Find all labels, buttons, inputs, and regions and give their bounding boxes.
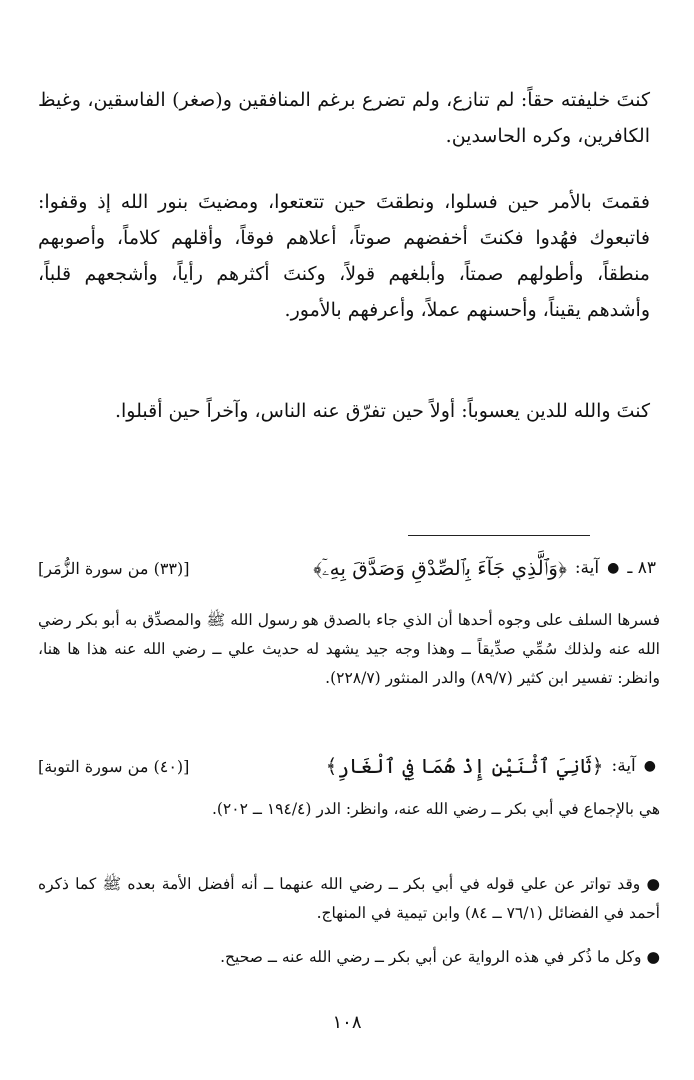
footnote-note-4: ● وكل ما ذُكر في هذه الرواية عن أبي بكر ــ رضي الله عنه ــ صحيح.: [220, 948, 660, 966]
page-number: ١٠٨: [332, 1012, 362, 1033]
footnote-note-2: هي بالإجماع في أبي بكر ــ رضي الله عنه، وانظر: الدر (١٩٤/٤ ــ ٢٠٢).: [211, 800, 660, 818]
paragraph-1: كنتَ خليفته حقاً: لم تنازع، ولم تضرع برغم المنافقين و(صغر) الفاسقين، وغيظ الكافرين، وكره الحاسدين.: [38, 89, 650, 147]
verse-2-left-group: [326, 754, 656, 778]
footnote-note-3: ● وقد تواتر عن علي قوله في أبي بكر ــ رضي الله عنهما ــ أنه أفضل الأمة بعده ﷺ كما ذكره أحمد في الفضائل (٧٦/١ ــ ٨٤) وابن تيمية في المنهاج.: [38, 875, 660, 922]
bullet-icon: ●: [607, 560, 620, 576]
surah-reference-2: [(٤٠) من سورة التوبة]: [38, 756, 190, 776]
footnote-note-1: فسرها السلف على وجوه أحدها أن الذي جاء بالصدق هو رسول الله ﷺ والمصدِّق به أبو بكر رضي الله عنه ولذلك سُمِّي صدِّيقاً ــ وهذا وجه جيد يشهد له حديث علي ــ رضي الله عنه هذا ها هنا، وانظر: تفسير ابن كثير (٨٩/٧) والدر المنثور (٢٢٨/٧).: [38, 611, 660, 687]
surah-reference-1: [(٣٣) من سورة الزُّمَر]: [38, 558, 190, 578]
quran-verse-2: ﴿ثَانِيَ ٱثْنَيْنِ إِذْ هُمَا فِي ٱلْغَارِ﴾: [325, 754, 604, 778]
footnote-number: ٨٣ ـ: [627, 558, 656, 578]
verse-1-left-group: [313, 556, 656, 580]
footnote-verse-line-1: [38, 556, 656, 580]
footnote-verse-line-2: [38, 754, 656, 778]
bullet-icon: ●: [643, 758, 656, 774]
paragraph-3: كنتَ والله للدين يعسوباً: أولاً حين تفرّق عنه الناس، وآخراً حين أقبلوا.: [114, 400, 650, 422]
quran-verse-1: ﴿وَٱلَّذِي جَآءَ بِٱلصِّدْقِ وَصَدَّقَ بِهِۦٓ﴾: [313, 556, 567, 580]
paragraph-2: فقمتَ بالأمر حين فسلوا، ونطقتَ حين تتعتعوا، ومضيتَ بنور الله إذ وقفوا: فاتبعوك فهُدوا فكنتَ أخفضهم صوتاً، أعلاهم فوقاً، وأقلهم كلاماً، وأصوبهم منطقاً، وأطولهم صمتاً، وأبلغهم قولاً، وكنتَ أكثرهم رأياً، وأشجعهم قلباً، وأشدهم يقيناً، وأحسنهم عملاً، وأعرفهم بالأمور.: [38, 191, 650, 321]
verse-label: آية:: [611, 756, 636, 776]
verse-label: آية:: [574, 558, 600, 578]
footnote-separator: [408, 535, 590, 536]
